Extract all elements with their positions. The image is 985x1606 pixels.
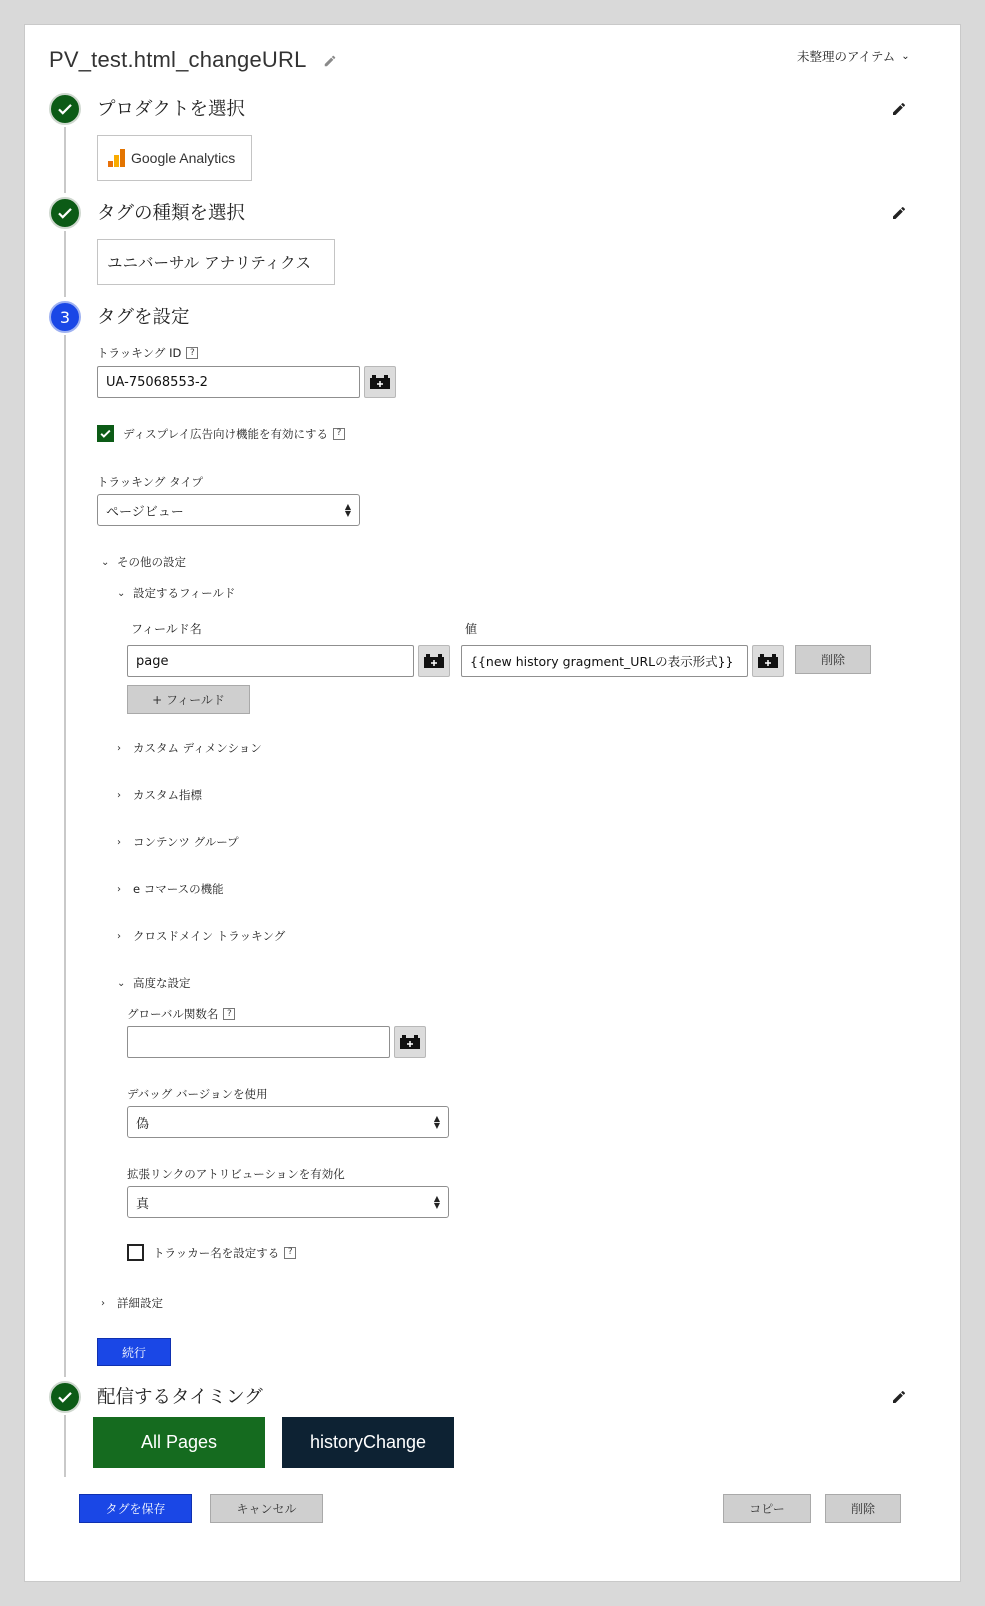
step-complete-check-icon: [49, 93, 81, 125]
global-func-label: グローバル関数名 ?: [127, 1006, 235, 1022]
edit-product-pencil-icon[interactable]: [891, 101, 907, 121]
add-field-button[interactable]: + フィールド: [127, 685, 250, 714]
help-icon[interactable]: ?: [284, 1247, 296, 1259]
edit-tag-type-pencil-icon[interactable]: [891, 205, 907, 225]
step-connector: [64, 335, 66, 1377]
tag-editor-card: [24, 24, 961, 1582]
delete-tag-button[interactable]: 削除: [825, 1494, 901, 1523]
chevron-down-icon: ⌄: [117, 977, 126, 989]
custom-dimensions-toggle[interactable]: › カスタム ディメンション: [117, 741, 262, 755]
edit-triggers-pencil-icon[interactable]: [891, 1389, 907, 1409]
folder-label: 未整理のアイテム: [797, 49, 896, 64]
chevron-down-icon: ⌄: [101, 556, 110, 568]
cancel-button[interactable]: キャンセル: [210, 1494, 323, 1523]
tracking-type-label: トラッキング タイプ: [97, 475, 204, 489]
rename-pencil-icon[interactable]: [323, 53, 337, 72]
variable-picker-button[interactable]: [364, 366, 396, 398]
variable-picker-button[interactable]: [394, 1026, 426, 1058]
help-icon[interactable]: ?: [223, 1008, 235, 1020]
trigger-all-pages[interactable]: All Pages: [93, 1417, 265, 1468]
chevron-right-icon: ›: [117, 836, 121, 848]
step-product-title: プロダクトを選択: [97, 99, 246, 120]
chevron-right-icon: ›: [117, 742, 121, 754]
variable-picker-button[interactable]: [418, 645, 450, 677]
variable-picker-button[interactable]: [752, 645, 784, 677]
tag-type-chip[interactable]: [97, 239, 335, 285]
step-complete-check-icon: [49, 1381, 81, 1413]
tag-type-name: ユニバーサル アナリティクス: [107, 254, 311, 272]
tracking-type-select[interactable]: ページビュー ▲ ▼: [97, 494, 360, 526]
tracker-name-checkbox[interactable]: [127, 1244, 144, 1261]
detail-settings-toggle[interactable]: › 詳細設定: [101, 1296, 163, 1310]
select-arrows-icon: ▲ ▼: [344, 502, 351, 518]
copy-button[interactable]: コピー: [723, 1494, 811, 1523]
chevron-down-icon: ⌄: [901, 50, 910, 62]
product-name: Google Analytics: [131, 150, 236, 166]
step-tag-type-title: タグの種類を選択: [97, 203, 246, 224]
field-name-input[interactable]: page: [127, 645, 414, 677]
tracker-name-row: [127, 1244, 296, 1261]
save-tag-button[interactable]: タグを保存: [79, 1494, 192, 1523]
folder-dropdown[interactable]: [797, 47, 910, 65]
field-value-input[interactable]: {{new history gragment_URLの表示形式}}: [461, 645, 748, 677]
content-groups-toggle[interactable]: › コンテンツ グループ: [117, 835, 239, 849]
display-features-checkbox[interactable]: [97, 425, 114, 442]
step-connector: [64, 231, 66, 297]
add-variable-brick-icon: [400, 1035, 420, 1049]
step-number-badge: 3: [49, 301, 81, 333]
select-arrows-icon: ▲ ▼: [433, 1194, 440, 1210]
more-settings-toggle[interactable]: ⌄ その他の設定: [101, 555, 186, 569]
tag-name-title: PV_test.html_changeURL: [49, 47, 307, 72]
tracker-name-label: トラッカー名を設定する: [153, 1245, 280, 1260]
add-variable-brick-icon: [424, 654, 444, 668]
delete-field-button[interactable]: 削除: [795, 645, 871, 674]
field-name-column-header: フィールド名: [131, 622, 202, 636]
step-triggers-title: 配信するタイミング: [97, 1387, 263, 1408]
tracking-id-input[interactable]: UA-75068553-2: [97, 366, 360, 398]
chevron-right-icon: ›: [101, 1297, 105, 1309]
step-complete-check-icon: [49, 197, 81, 229]
fields-to-set-toggle[interactable]: ⌄ 設定するフィールド: [117, 586, 236, 600]
link-attribution-select[interactable]: 真 ▲ ▼: [127, 1186, 449, 1218]
add-variable-brick-icon: [370, 375, 390, 389]
help-icon[interactable]: ?: [186, 347, 198, 359]
display-features-row: [97, 425, 345, 442]
display-features-label: ディスプレイ広告向け機能を有効にする: [123, 426, 329, 441]
chevron-right-icon: ›: [117, 883, 121, 895]
step-connector: [64, 1415, 66, 1477]
value-column-header: 値: [465, 622, 478, 636]
link-attribution-label: 拡張リンクのアトリビューションを有効化: [127, 1167, 345, 1181]
custom-metrics-toggle[interactable]: › カスタム指標: [117, 788, 202, 802]
debug-label: デバッグ バージョンを使用: [127, 1087, 268, 1101]
select-arrows-icon: ▲ ▼: [433, 1114, 440, 1130]
chevron-right-icon: ›: [117, 930, 121, 942]
chevron-down-icon: ⌄: [117, 587, 126, 599]
tracking-id-label: トラッキング ID ?: [97, 345, 198, 361]
cross-domain-toggle[interactable]: › クロスドメイン トラッキング: [117, 929, 286, 943]
step-connector: [64, 127, 66, 193]
ecommerce-toggle[interactable]: › e コマースの機能: [117, 882, 224, 896]
advanced-settings-toggle[interactable]: ⌄ 高度な設定: [117, 976, 191, 990]
global-func-input[interactable]: [127, 1026, 390, 1058]
continue-button[interactable]: 続行: [97, 1338, 171, 1366]
add-variable-brick-icon: [758, 654, 778, 668]
chevron-right-icon: ›: [117, 789, 121, 801]
product-chip[interactable]: [97, 135, 252, 181]
help-icon[interactable]: ?: [333, 428, 345, 440]
debug-select[interactable]: 偽 ▲ ▼: [127, 1106, 449, 1138]
step-configure-title: タグを設定: [97, 307, 190, 328]
trigger-history-change[interactable]: historyChange: [282, 1417, 454, 1468]
google-analytics-logo-icon: [108, 149, 126, 167]
